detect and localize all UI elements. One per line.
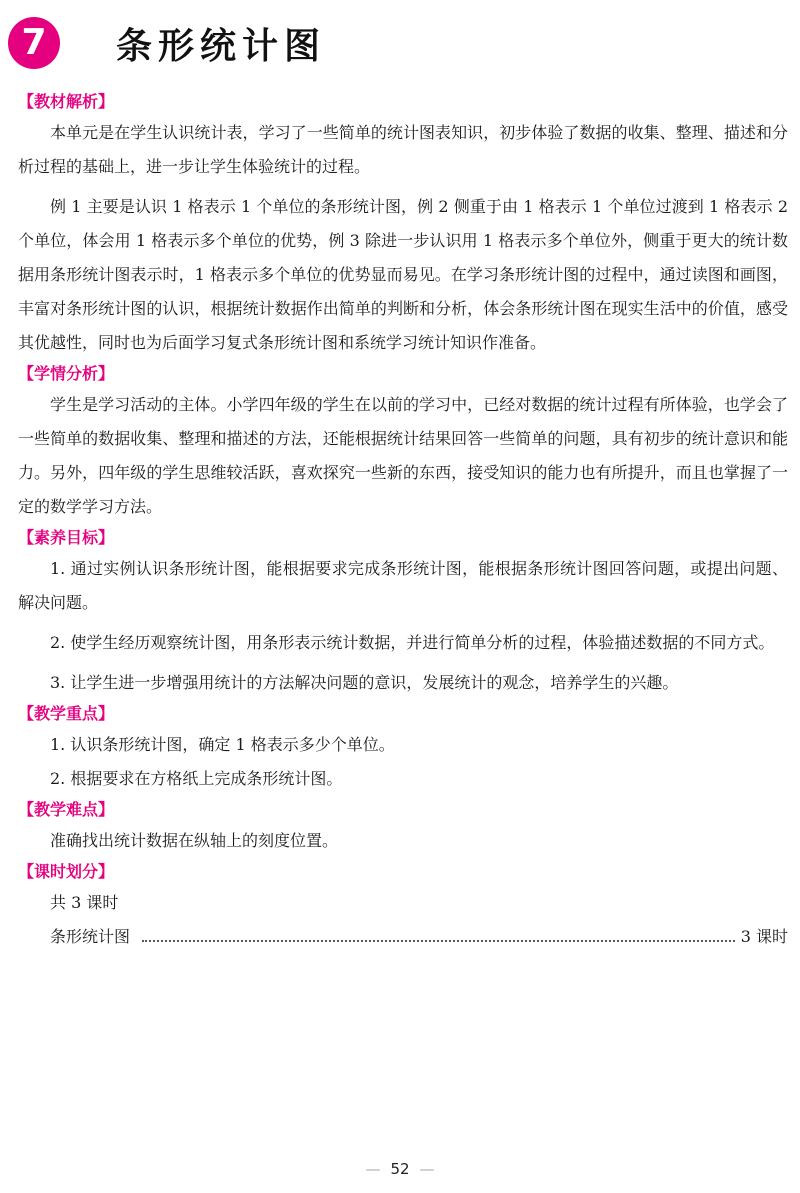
page-footer — [0, 1160, 800, 1178]
learner-paragraph-1: 学生是学习活动的主体。小学四年级的学生在以前的学习中，已经对数据的统计过程有所体验，也学会了一些简单的数据收集、整理和描述的方法，还能根据统计结果回答一些简单的问题，具有初步的统计意识和能力。另外，四年级的学生思维较活跃，喜欢探究一些新的东西，接受知识的能力也有所提升，而且也掌握了一定的数学学习方法。 — [18, 395, 788, 516]
chapter-header — [8, 14, 326, 72]
schedule-item-name: 条形统计图 — [50, 927, 131, 946]
schedule-total: 共 3 课时 — [50, 893, 119, 912]
footer-dash-right: — — [419, 1160, 435, 1178]
chapter-title: 条形统计图 — [116, 25, 327, 67]
key-point-1: 1. 认识条形统计图，确定 1 格表示多少个单位。 — [50, 735, 395, 754]
page-content — [18, 88, 788, 954]
goal-item-1: 1. 通过实例认识条形统计图，能根据要求完成条形统计图，能根据条形统计图回答问题，或提出问题、解决问题。 — [18, 559, 788, 612]
chapter-number-badge: 7 — [8, 17, 60, 69]
section-label-goals: 【素养目标】 — [18, 528, 115, 547]
section-label-schedule: 【课时划分】 — [18, 862, 115, 881]
leader-dots — [142, 939, 735, 942]
section-label-analysis: 【教材解析】 — [18, 92, 115, 111]
goal-item-2: 2. 使学生经历观察统计图，用条形表示统计数据，并进行简单分析的过程，体验描述数据的不同方式。 — [50, 633, 775, 652]
analysis-paragraph-2: 例 1 主要是认识 1 格表示 1 个单位的条形统计图，例 2 侧重于由 1 格表示 1 个单位过渡到 1 格表示 2 个单位，体会用 1 格表示多个单位的优势，例 3 除进一步认识用 1 格表示多个单位外，侧重于更大的统计数据用条形统计图表示时，1 格表示多个单位的优势显而易见。在学习条形统计图的过程中，通过读图和画图，丰富对条形统计图的认识，根据统计数据作出简单的判断和分析，体会条形统计图在现实生活中的价值，感受其优越性，同时也为后面学习复式条形统计图和系统学习统计知识作准备。 — [18, 197, 788, 352]
page-number: 52 — [390, 1160, 410, 1178]
analysis-paragraph-1: 本单元是在学生认识统计表，学习了一些简单的统计图表知识，初步体验了数据的收集、整理、描述和分析过程的基础上，进一步让学生体验统计的过程。 — [18, 123, 788, 176]
footer-dash-left: — — [365, 1160, 381, 1178]
section-label-learner: 【学情分析】 — [18, 364, 115, 383]
schedule-item-hours: 3 课时 — [740, 927, 788, 946]
goal-item-3: 3. 让学生进一步增强用统计的方法解决问题的意识，发展统计的观念，培养学生的兴趣。 — [50, 673, 679, 692]
section-label-key-points: 【教学重点】 — [18, 704, 115, 723]
schedule-row — [18, 920, 788, 954]
key-point-2: 2. 根据要求在方格纸上完成条形统计图。 — [50, 769, 343, 788]
difficulty-item-1: 准确找出统计数据在纵轴上的刻度位置。 — [50, 831, 339, 850]
section-label-difficulty: 【教学难点】 — [18, 800, 115, 819]
